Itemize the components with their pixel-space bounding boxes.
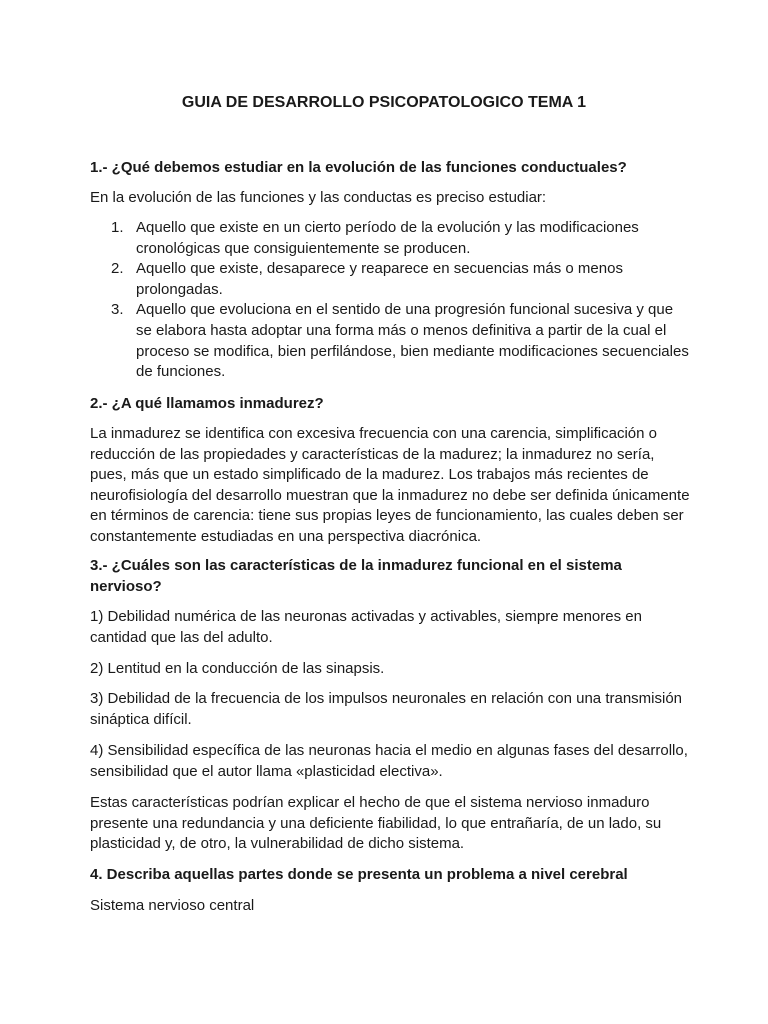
list-item-number: 1. xyxy=(111,219,124,236)
list-item xyxy=(90,300,690,382)
list-item-number: 3. xyxy=(111,301,124,319)
question-3-point-1: 1) Debilidad numérica de las neuronas activadas y activables, siempre menores en cantidad que las del adulto. xyxy=(90,608,642,646)
question-2-answer: La inmadurez se identifica con excesiva frecuencia con una carencia, simplificación o reducción de las propiedades y características de la madurez; la inmadurez no sería, pues, más que un estado simplificado de la madurez. Los trabajos más recientes de neurofisiología del desarrollo muestran que la inmadurez no debe ser definida únicamente en términos de carencia: tiene sus propias leyes de funcionamiento, las cuales deben ser constantemente estudiadas en una perspectiva diacrónica. xyxy=(90,425,690,545)
question-1-heading: 1.- ¿Qué debemos estudiar en la evolución de las funciones conductuales? xyxy=(90,159,627,176)
list-item-text: Aquello que existe, desaparece y reaparece en secuencias más o menos prolongadas. xyxy=(136,260,623,298)
question-2-heading: 2.- ¿A qué llamamos inmadurez? xyxy=(90,395,324,412)
question-3-conclusion: Estas características podrían explicar el hecho de que el sistema nervioso inmaduro presente una redundancia y una deficiente fiabilidad, lo que entrañaría, de un lado, su plasticidad y, de otro, la vulnerabilidad de dicho sistema. xyxy=(90,794,662,853)
question-1-list xyxy=(90,218,690,383)
list-item xyxy=(90,218,690,259)
question-3-point-4: 4) Sensibilidad específica de las neuronas hacia el medio en algunas fases del desarrollo, sensibilidad que el autor llama «plasticidad electiva». xyxy=(90,742,688,780)
question-3-point-2: 2) Lentitud en la conducción de las sinapsis. xyxy=(90,660,385,677)
list-item xyxy=(90,259,690,300)
question-3-heading: 3.- ¿Cuáles son las características de la inmadurez funcional en el sistema nervioso? xyxy=(90,557,622,595)
question-4-heading: 4. Describa aquellas partes donde se presenta un problema a nivel cerebral xyxy=(90,866,628,883)
question-1-intro: En la evolución de las funciones y las conductas es preciso estudiar: xyxy=(90,189,547,206)
list-item-text: Aquello que existe en un cierto período de la evolución y las modificaciones cronológicas que consiguientemente se producen. xyxy=(136,219,639,257)
question-4-answer: Sistema nervioso central xyxy=(90,897,255,914)
list-item-text: Aquello que evoluciona en el sentido de una progresión funcional sucesiva y que se elabora hasta adoptar una forma más o menos definitiva a partir de la cual el proceso se modifica, bien perfilándose, bien mediante modificaciones secuenciales de funciones. xyxy=(136,301,689,381)
document-title: GUIA DE DESARROLLO PSICOPATOLOGICO TEMA 1 xyxy=(181,94,587,111)
question-3-point-3: 3) Debilidad de la frecuencia de los impulsos neuronales en relación con una transmisión sináptica difícil. xyxy=(90,690,683,728)
list-item-number: 2. xyxy=(111,260,124,278)
